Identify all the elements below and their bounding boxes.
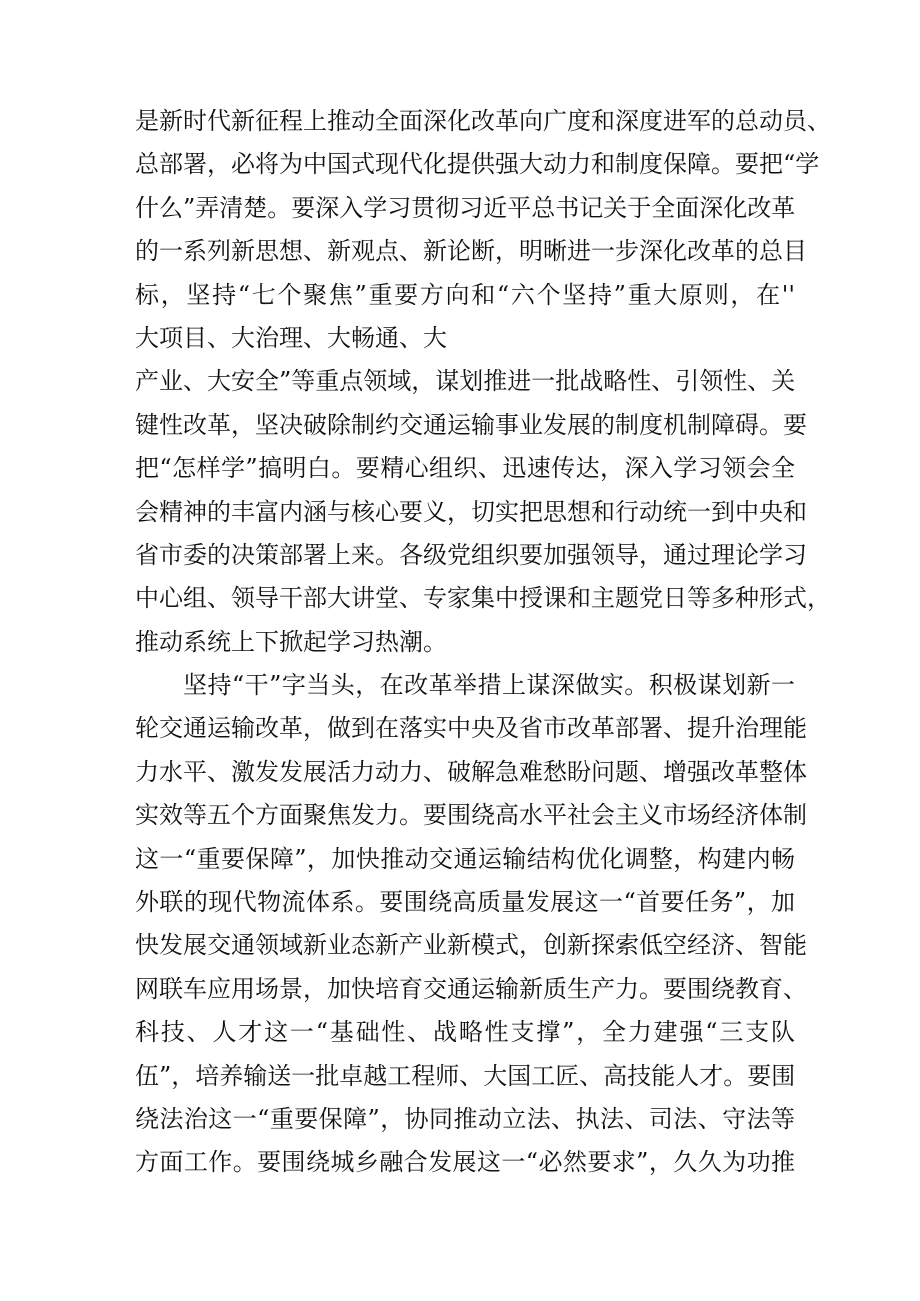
text-line: 科技、人才这一“基础性、战略性支撑”，全力建强“三支队 (135, 1018, 795, 1047)
text-line: 方面工作。要围绕城乡融合发展这一“必然要求”，久久为功推 (135, 1148, 795, 1177)
text-line: 总部署，必将为中国式现代化提供强大动力和制度保障。要把“学 (135, 150, 820, 179)
text-line: 伍”，培养输送一批卓越工程师、大国工匠、高技能人才。要围 (135, 1061, 796, 1090)
document-body (135, 100, 831, 1185)
text-line: 把“怎样学”搞明白。要精心组织、迅速传达，深入学习领会全 (135, 454, 795, 483)
text-line: 快发展交通领域新业态新产业新模式，创新探索低空经济、智能 (135, 931, 807, 960)
text-line: 会精神的丰富内涵与核心要义，切实把思想和行动统一到中央和 (135, 497, 807, 526)
text-line: 轮交通运输改革，做到在落实中央及省市改革部署、提升治理能 (135, 714, 807, 743)
text-line: 键性改革，坚决破除制约交通运输事业发展的制度机制障碍。要 (135, 410, 807, 439)
paragraph-1 (135, 100, 831, 360)
text-line: 绕法治这一“重要保障”，协同推动立法、执法、司法、守法等 (135, 1104, 795, 1133)
text-line: 坚持“干”字当头，在改革举措上谋深做实。积极谋划新一 (183, 671, 795, 700)
text-line: 省市委的决策部署上来。各级党组织要加强领导，通过理论学习 (135, 540, 807, 569)
text-line: 力水平、激发发展活力动力、破解急难愁盼问题、增强改革整体 (135, 757, 807, 786)
text-line: 是新时代新征程上推动全面深化改革向广度和深度进军的总动员、 (135, 107, 831, 135)
text-line: 实效等五个方面聚焦发力。要围绕高水平社会主义市场经济体制 (135, 801, 807, 830)
text-line: 标，坚持“七个聚焦”重要方向和“六个坚持”重大原则，在'' (135, 280, 795, 309)
text-line: 产业、大安全”等重点领域，谋划推进一批战略性、引领性、关 (135, 367, 796, 396)
text-line: 中心组、领导干部大讲堂、专家集中授课和主题党日等多种形式， (135, 584, 831, 613)
text-line: 什么”弄清楚。要深入学习贯彻习近平总书记关于全面深化改革 (135, 193, 796, 222)
text-line: 大项目、大治理、大畅通、大 (135, 323, 447, 352)
text-line: 的一系列新思想、新观点、新论断，明晰进一步深化改革的总目 (135, 237, 807, 266)
text-line: 这一“重要保障”，加快推动交通运输结构优化调整，构建内畅 (135, 844, 795, 873)
text-line: 网联车应用场景，加快培育交通运输新质生产力。要围绕教育、 (135, 974, 807, 1003)
text-line: 推动系统上下掀起学习热潮。 (135, 627, 447, 656)
text-line: 外联的现代物流体系。要围绕高质量发展这一“首要任务”，加 (135, 888, 795, 917)
paragraph-3 (135, 664, 807, 1185)
paragraph-2 (135, 360, 831, 664)
